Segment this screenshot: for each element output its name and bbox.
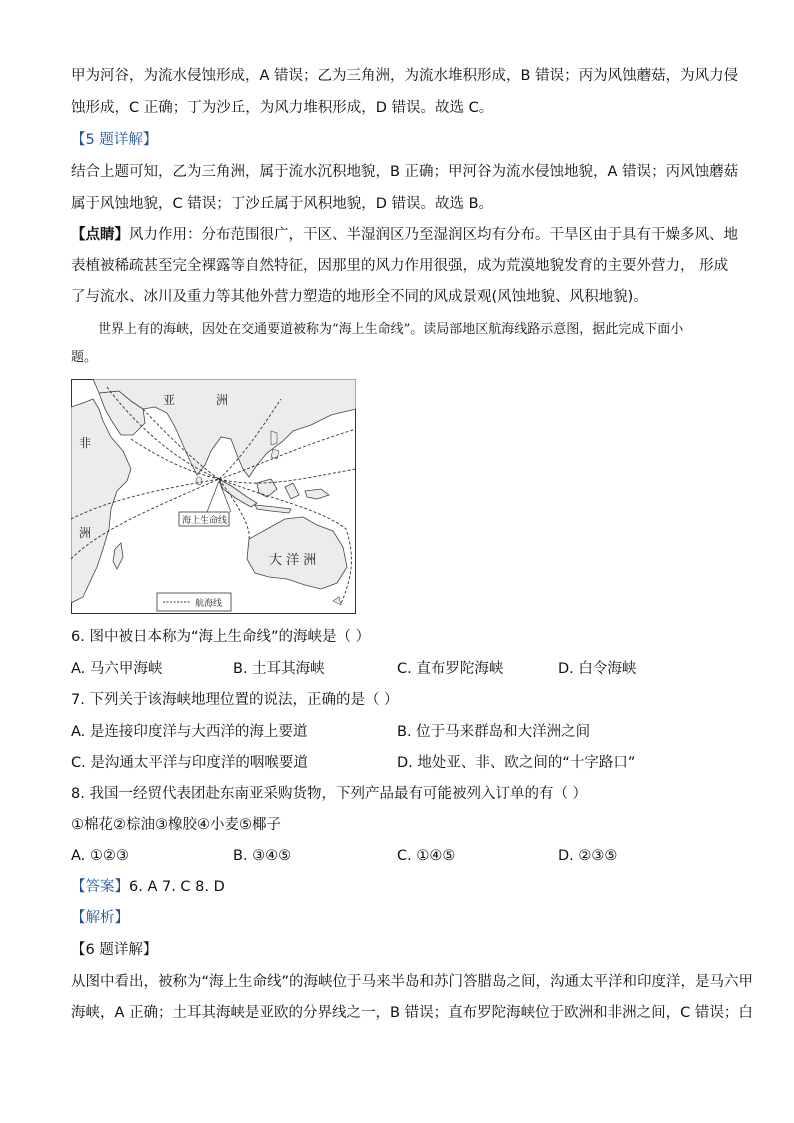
- text-line: 甲为河谷，为流水侵蚀形成，A 错误；乙为三角洲，为流水堆积形成，B 错误；丙为风蚀蘑菇，为风力侵: [71, 68, 739, 84]
- answer-text: 6. A 7. C 8. D: [129, 879, 225, 895]
- analysis-label: 【解析】: [71, 910, 129, 926]
- q8-stem: 8. 我国一经贸代表团赴东南亚采购货物，下列产品最有可能被列入订单的有（ ）: [71, 786, 588, 802]
- tip-text: 风力作用：分布范围很广，干区、半湿润区乃至湿润区均有分布。干旱区由于具有干燥多风、地: [129, 227, 738, 243]
- q6-option-c: C. 直布罗陀海峡: [397, 661, 504, 677]
- map-label-oceania: 大 洋 洲: [269, 553, 317, 568]
- text-line: 属于风蚀地貌，C 错误；丁沙丘属于风积地貌，D 错误。故选 B。: [71, 196, 494, 212]
- tip-line: [71, 225, 738, 245]
- q8-option-c: C. ①④⑤: [397, 848, 456, 864]
- q8-items: ①棉花②棕油③橡胶④小麦⑤椰子: [71, 817, 281, 833]
- srilanka-island: [196, 477, 202, 485]
- q7-option-d: D. 地处亚、非、欧之间的“十字路口”: [397, 755, 636, 771]
- legend-label: 航海线: [195, 599, 223, 609]
- map-label-africa-2: 洲: [79, 526, 92, 540]
- answer-label: 【答案】: [71, 879, 129, 895]
- intro-line: 题。: [71, 350, 98, 365]
- q7-stem: 7. 下列关于该海峡地理位置的说法，正确的是（ ）: [71, 692, 399, 708]
- text-line: 了与流水、冰川及重力等其他外营力塑造的地形全不同的风成景观(风蚀地貌、风积地貌)。: [71, 289, 648, 305]
- text-line: 海峡，A 正确；土耳其海峡是亚欧的分界线之一，B 错误；直布罗陀海峡位于欧洲和非洲之间，C 错误；白: [71, 1005, 753, 1021]
- answer-line: [71, 877, 225, 897]
- map-label-asia-2: 洲: [216, 393, 229, 407]
- text-line: 结合上题可知，乙为三角洲，属于流水沉积地貌，B 正确；甲河谷为流水侵蚀地貌，A 错误；丙风蚀蘑菇: [71, 164, 739, 180]
- q6-detail-heading: 【6 题详解】: [71, 942, 158, 958]
- text-line: 表植被稀疏甚至完全裸露等自然特征，因那里的风力作用很强，成为荒漠地貌发育的主要外营力， 形成: [71, 258, 729, 274]
- map-label-asia-1: 亚: [163, 393, 176, 407]
- q6-stem: 6. 图中被日本称为“海上生命线”的海峡是（ ）: [71, 629, 371, 645]
- intro-line: 世界上有的海峡，因处在交通要道被称为“海上生命线”。读局部地区航海线路示意图，据此完成下面小: [98, 322, 684, 337]
- q5-heading: 【5 题详解】: [71, 132, 158, 148]
- map-label-africa-1: 非: [79, 436, 92, 450]
- shipping-route-map: [71, 379, 356, 614]
- q7-option-b: B. 位于马来群岛和大洋洲之间: [397, 724, 591, 740]
- q8-option-d: D. ②③⑤: [558, 848, 618, 864]
- tip-label: 【点睛】: [71, 227, 129, 243]
- q6-option-d: D. 白令海峡: [558, 661, 637, 677]
- q7-option-a: A. 是连接印度洋与大西洋的海上要道: [71, 724, 308, 740]
- text-line: 从图中看出，被称为“海上生命线”的海峡位于马来半岛和苏门答腊岛之间，沟通太平洋和印度洋，是马六甲: [71, 974, 754, 990]
- map-label-lifeline: 海上生命线: [182, 516, 228, 526]
- text-line: 蚀形成，C 正确；丁为沙丘，为风力堆积形成，D 错误。故选 C。: [71, 100, 494, 116]
- q7-option-c: C. 是沟通太平洋与印度洋的咽喉要道: [71, 755, 308, 771]
- q6-option-b: B. 土耳其海峡: [233, 661, 325, 677]
- q8-option-b: B. ③④⑤: [233, 848, 292, 864]
- q6-option-a: A. 马六甲海峡: [71, 661, 163, 677]
- q8-option-a: A. ①②③: [71, 848, 129, 864]
